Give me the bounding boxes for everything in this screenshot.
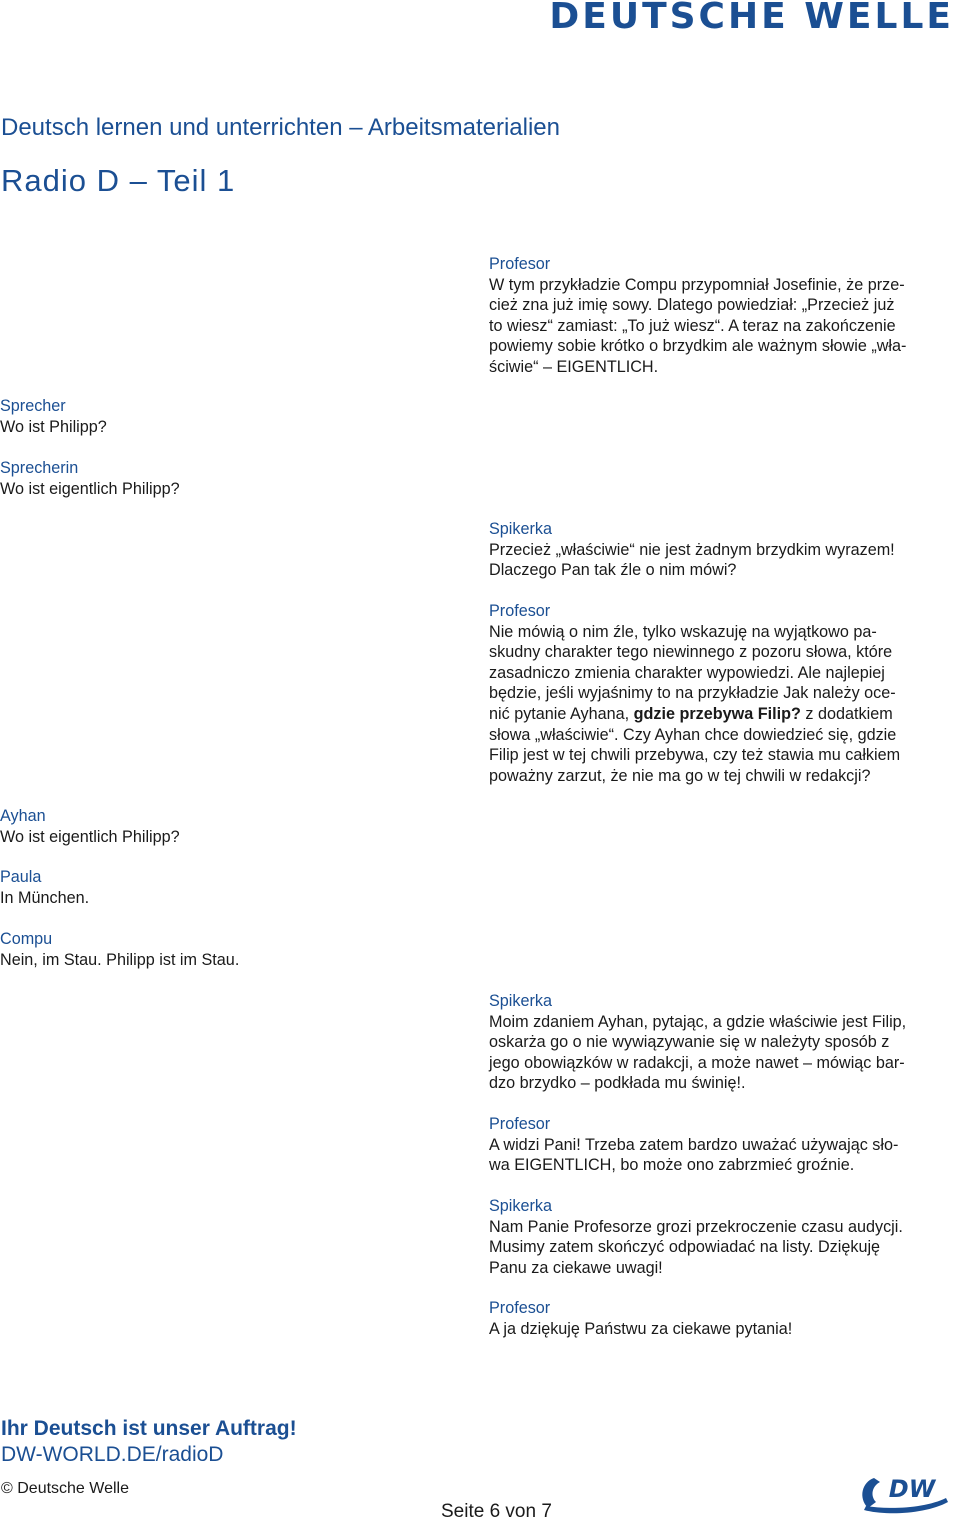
commentary-text: Panu za ciekawe uwagi! [489,1258,663,1277]
brand-wordmark: DEUTSCHE WELLE [549,0,954,37]
commentary-block [489,519,959,581]
commentary-block [489,1298,959,1339]
commentary-text: dzo brzydko – podkłada mu świnię!. [489,1074,746,1093]
footer-slogan: Ihr Deutsch ist unser Auftrag! [1,1417,297,1440]
speaker-name: Compu [0,930,53,948]
commentary-text: W tym przykładzie Compu przypomniał Josefinie, że prze- [489,275,905,294]
dialogue-text: Nein, im Stau. Philipp ist im Stau. [0,950,240,969]
speaker-name: Sprecher [0,397,66,415]
speaker-name: Spikerka [489,520,552,538]
commentary-block [489,254,959,378]
dialogue-text: Wo ist eigentlich Philipp? [0,479,180,498]
commentary-text: to wiesz“ zamiast: „To już wiesz“. A teraz na zakończenie [489,316,896,335]
dialogue-line [0,806,440,847]
logo-text: DW [888,1475,936,1503]
commentary-text: będzie, jeśli wyjaśnimy to na przykładzie Jak należy oce- [489,684,896,703]
speaker-name: Spikerka [489,1197,552,1215]
dialogue-line [0,867,440,908]
dialogue-text: Wo ist eigentlich Philipp? [0,827,180,846]
commentary-text: Musimy zatem skończyć odpowiadać na listy. Dziękuję [489,1238,881,1257]
commentary-block [489,1114,959,1176]
dw-logo-icon [856,1472,952,1516]
speaker-name: Profesor [489,255,551,273]
commentary-text: zasadniczo zmienia charakter wypowiedzi. Ale najlepiej [489,663,885,682]
commentary-text: A ja dziękuję Państwu za ciekawe pytania! [489,1319,793,1338]
commentary-text: poważny zarzut, że nie ma go w tej chwili w redakcji? [489,766,871,785]
commentary-text: skudny charakter tego niewinnego z pozoru słowa, które [489,643,893,662]
commentary-text: Nie mówią o nim źle, tylko wskazuję na wyjątkowo pa- [489,622,877,641]
dialogue-text: Wo ist Philipp? [0,417,107,436]
unit-title: Radio D – Teil 1 [1,163,236,198]
footer-url: DW-WORLD.DE/radioD [1,1443,224,1466]
footer-copyright: © Deutsche Welle [1,1480,129,1497]
commentary-text: Dlaczego Pan tak źle o nim mówi? [489,561,737,580]
page-title: Deutsch lernen und unterrichten – Arbeitsmaterialien [1,114,560,141]
commentary-block [489,991,959,1094]
commentary-text: Moim zdaniem Ayhan, pytając, a gdzie właściwie jest Filip, [489,1012,907,1031]
commentary-text: Filip jest w tej chwili przebywa, czy też stawia mu całkiem [489,746,901,765]
speaker-name: Profesor [489,1299,551,1317]
commentary-text: cież zna już imię sowy. Dlatego powiedział: „Przecież już [489,296,895,315]
dialogue-line [0,396,440,437]
commentary-text: ściwie“ – EIGENTLICH. [489,357,659,376]
commentary-text: Nam Panie Profesorze grozi przekroczenie czasu audycji. [489,1217,903,1236]
commentary-text: powiemy sobie krótko o brzydkim ale ważnym słowie „wła- [489,337,907,356]
commentary-text: jego obowiązków w radakcji, a może nawet – mówiąc bar- [489,1053,905,1072]
speaker-name: Ayhan [0,807,46,825]
speaker-name: Profesor [489,602,551,620]
speaker-name: Sprecherin [0,459,79,477]
commentary-text: Przecież „właściwie“ nie jest żadnym brzydkim wyrazem! [489,540,895,559]
commentary-block [489,601,959,786]
emphasis-text: gdzie przebywa Filip? [633,704,801,723]
speaker-name: Spikerka [489,992,552,1010]
dialogue-line [0,458,440,499]
commentary-text: z dodatkiem [800,704,893,723]
page-number: Seite 6 von 7 [441,1501,552,1522]
commentary-text: wa EIGENTLICH, bo może ono zabrzmieć groźnie. [489,1156,855,1175]
commentary-text: słowa „właściwie“. Czy Ayhan chce dowiedzieć się, gdzie [489,725,897,744]
speaker-name: Profesor [489,1115,551,1133]
commentary-block [489,1196,959,1278]
speaker-name: Paula [0,868,42,886]
commentary-text: A widzi Pani! Trzeba zatem bardzo uważać używając sło- [489,1135,899,1154]
dialogue-line [0,929,440,970]
commentary-text: oskarża go o nie wywiązywanie się w należyty sposób z [489,1033,890,1052]
commentary-text-with-emphasis [489,704,959,725]
commentary-text: nić pytanie Ayhana, [489,704,634,723]
dialogue-text: In München. [0,888,90,907]
